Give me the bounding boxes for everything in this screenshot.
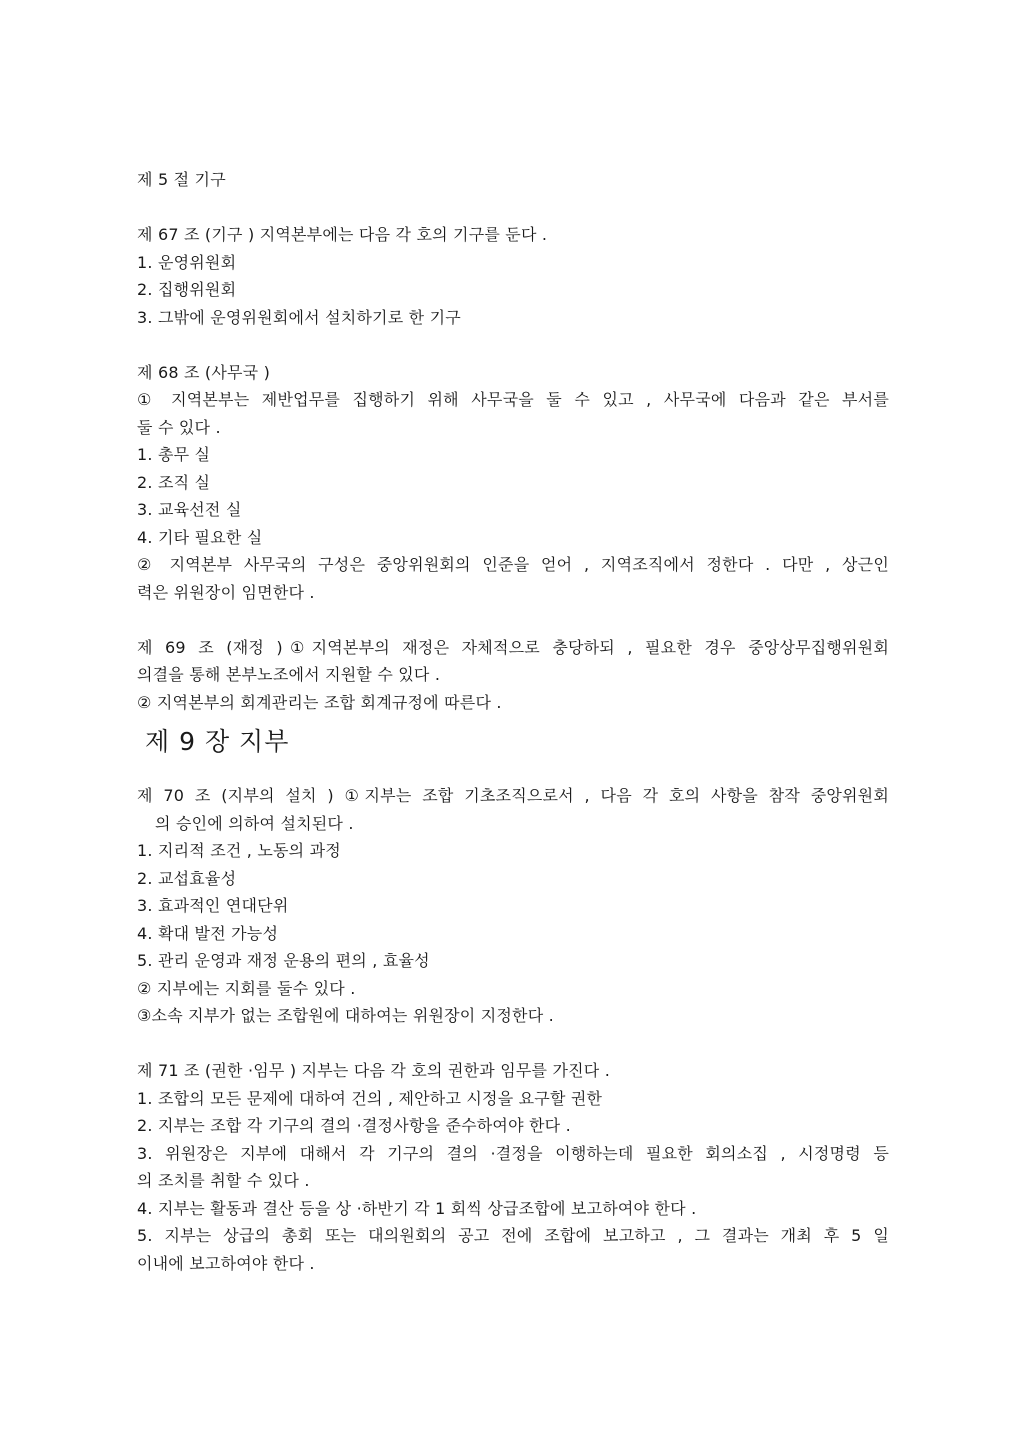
list-item: 5. 관리 운영과 재정 운용의 편의 , 효율성 <box>137 951 430 970</box>
document-page <box>137 166 889 1277</box>
list-item: 1. 총무 실 <box>137 445 211 464</box>
list-item: 3. 교육선전 실 <box>137 500 242 519</box>
paragraph-line: ③소속 지부가 없는 조합원에 대하여는 위원장이 지정한다 . <box>137 1006 554 1025</box>
paragraph-line: ② 지역본부 사무국의 구성은 중앙위원회의 인준을 얻어 , 지역조직에서 정한다 . 다만 , 상근인 <box>137 555 889 574</box>
paragraph-line: 둘 수 있다 . <box>137 417 221 437</box>
list-item: 2. 지부는 조합 각 기구의 결의 ·결정사항을 준수하여야 한다 . <box>137 1116 571 1135</box>
list-item: 4. 지부는 활동과 결산 등을 상 ·하반기 각 1 회씩 상급조합에 보고하여야 한다 . <box>137 1198 697 1218</box>
chapter-title: 제 9 장 지부 <box>145 727 290 756</box>
article-67-heading: 제 67 조 (기구 ) 지역본부에는 다음 각 호의 기구를 둔다 . <box>137 225 548 244</box>
paragraph-line: ② 지부에는 지회를 둘수 있다 . <box>137 978 356 998</box>
paragraph-line: 의결을 통해 본부노조에서 지원할 수 있다 . <box>137 665 441 684</box>
paragraph-line: 의 승인에 의하여 설치된다 . <box>155 813 354 833</box>
list-item: 3. 위원장은 지부에 대해서 각 기구의 결의 ·결정을 이행하는데 필요한 회의소집 , 시정명령 등 <box>137 1143 889 1163</box>
section-title: 제 5 절 기구 <box>137 170 226 189</box>
list-item: 2. 조직 실 <box>137 472 211 492</box>
paragraph-line: 이내에 보고하여야 한다 . <box>137 1253 315 1273</box>
paragraph-line: ② 지역본부의 회계관리는 조합 회계규정에 따른다 . <box>137 692 502 712</box>
article-70-heading: 제 70 조 (지부의 설치 ) ①지부는 조합 기초조직으로서 , 다음 각 호의 사항을 참작 중앙위원회 <box>137 786 889 805</box>
article-71-heading: 제 71 조 (권한 ·임무 ) 지부는 다음 각 호의 권한과 임무를 가진다 . <box>137 1061 611 1080</box>
list-item: 1. 운영위원회 <box>137 252 237 272</box>
article-68-heading: 제 68 조 (사무국 ) <box>137 362 271 382</box>
paragraph-line: 의 조치를 취할 수 있다 . <box>137 1171 310 1190</box>
list-item: 2. 교섭효율성 <box>137 868 237 888</box>
article-69-heading: 제 69 조 (재정 )①지역본부의 재정은 자체적으로 충당하되 , 필요한 경우 중앙상무집행위원회 <box>137 637 889 657</box>
list-item: 1. 조합의 모든 문제에 대하여 건의 , 제안하고 시정을 요구할 권한 <box>137 1088 603 1108</box>
list-item: 4. 기타 필요한 실 <box>137 527 263 547</box>
list-item: 3. 효과적인 연대단위 <box>137 896 289 915</box>
list-item: 1. 지리적 조건 , 노동의 과정 <box>137 841 341 860</box>
list-item: 2. 집행위원회 <box>137 280 237 299</box>
list-item: 4. 확대 발전 가능성 <box>137 923 279 943</box>
paragraph-line: ① 지역본부는 제반업무를 집행하기 위해 사무국을 둘 수 있고 , 사무국에 다음과 같은 부서를 <box>137 390 889 409</box>
paragraph-line: 력은 위원장이 임면한다 . <box>137 582 315 602</box>
list-item: 5. 지부는 상급의 총회 또는 대의원회의 공고 전에 조합에 보고하고 , 그 결과는 개최 후 5 일 <box>137 1226 889 1245</box>
list-item: 3. 그밖에 운영위원회에서 설치하기로 한 기구 <box>137 307 461 327</box>
